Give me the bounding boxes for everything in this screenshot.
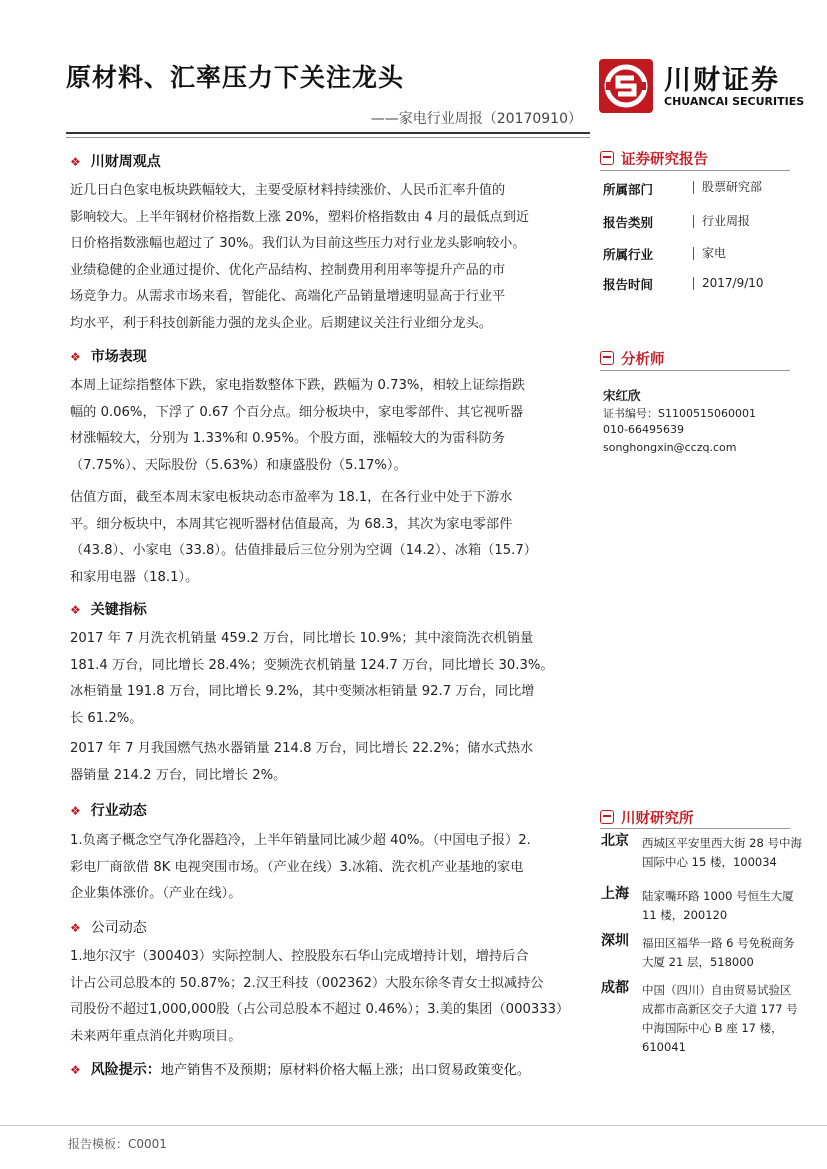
risk-heading: 风险提示： [90, 1062, 161, 1078]
header-divider [66, 132, 590, 134]
text-line: 181.4 万台，同比增长 28.4%；变频洗衣机销量 124.7 万台，同比增长 30.3%。 [70, 657, 554, 673]
text-line: （43.8）、小家电（33.8）。估值排最后三位分别为空调（14.2）、冰箱（15.7） [70, 543, 537, 558]
text-line: 日价格指数涨幅也超过了 30%。我们认为目前这些压力对行业龙头影响较小。 [70, 236, 526, 251]
text-line: 和家用电器（18.1）。 [70, 569, 199, 585]
company-logo-english: CHUANCAI SECURITIES [664, 95, 805, 108]
text-line: 场竞争力。从需求市场来看，智能化、高端化产品销量增速明显高于行业平 [70, 289, 506, 304]
diamond-bullet-icon: ❖ [70, 921, 81, 935]
institute-heading-label: 川财研究所 [621, 811, 694, 827]
indicators-paragraph-1 [70, 626, 590, 732]
text-line: 司股份不超过1,000,000股（占公司总股本不超过 0.46%）；3.美的集团（000333） [70, 1002, 570, 1017]
meta-key: 所属行业 [603, 247, 654, 262]
text-line: 2017 年 7 月洗衣机销量 459.2 万台，同比增长 10.9%；其中滚筒洗衣机销量 [70, 631, 534, 646]
footer-divider [0, 1125, 827, 1126]
risk-warning [70, 1059, 530, 1079]
header-divider-thin [66, 137, 590, 138]
institute-icon [600, 810, 614, 824]
text-line: 1.地尔汉宇（300403）实际控制人、控股股东石华山完成增持计划，增持后合 [70, 949, 529, 964]
sidebar-divider [600, 370, 790, 371]
meta-value: 股票研究部 [693, 181, 762, 194]
institute-heading [600, 807, 694, 828]
text-line: 估值方面，截至本周末家电板块动态市盈率为 18.1，在各行业中处于下游水 [70, 490, 513, 505]
text-line: 长 61.2%。 [70, 710, 143, 726]
industry-paragraph [70, 828, 590, 908]
text-line: 影响较大。上半年钢材价格指数上涨 20%，塑料价格指数由 4 月的最低点到近 [70, 209, 530, 225]
text-line: 近几日白色家电板块跌幅较大，主要受原材料持续涨价、人民币汇率升值的 [70, 183, 506, 198]
template-code: 报告模板：C0001 [68, 1137, 167, 1151]
analyst-heading [600, 348, 665, 369]
analyst-phone: 010-66495639 [603, 423, 684, 436]
diamond-bullet-icon: ❖ [70, 1063, 81, 1077]
office-address: 中国（四川）自由贸易试验区成都市高新区交子大道 177 号中海国际中心 B 座 17 楼，610041 [642, 983, 798, 1054]
meta-key: 报告时间 [603, 277, 654, 292]
report-title: 原材料、汇率压力下关注龙头 [66, 63, 405, 92]
indicators-paragraph-2 [70, 736, 590, 789]
analyst-email[interactable]: songhongxin@cczq.com [603, 441, 737, 454]
section-heading-view [70, 151, 161, 171]
text-line: 彩电厂商欲借 8K 电视突围市场。（产业在线）3.冰箱、洗衣机产业基地的家电 [70, 859, 524, 875]
analyst-name: 宋红欣 [603, 388, 641, 403]
text-line: 本周上证综指整体下跌，家电指数整体下跌，跌幅为 0.73%，相较上证综指跌 [70, 378, 525, 393]
text-line: 2017 年 7 月我国燃气热水器销量 214.8 万台，同比增长 22.2%；储水式热水 [70, 741, 534, 756]
company-logo-text: 川财证券 [664, 65, 780, 96]
section-heading-label: 行业动态 [90, 803, 147, 819]
meta-value: 2017/9/10 [693, 277, 764, 290]
report-subtitle: ——家电行业周报（20170910） [370, 111, 582, 127]
text-line: 企业集体涨价。（产业在线）。 [70, 886, 242, 901]
office-city: 北京 [601, 833, 629, 849]
diamond-bullet-icon: ❖ [70, 350, 81, 364]
section-heading-market [70, 346, 147, 366]
company-logo-icon [598, 58, 654, 114]
market-paragraph-2 [70, 485, 590, 591]
meta-value: 家电 [693, 247, 726, 260]
analyst-cert: 证书编号：S1100515060001 [603, 407, 756, 420]
section-heading-company [70, 917, 147, 937]
text-line: 计占公司总股本的 50.87%；2.汉王科技（002362）大股东徐冬青女士拟减持公 [70, 975, 544, 991]
diamond-bullet-icon: ❖ [70, 155, 81, 169]
text-line: 冰柜销量 191.8 万台，同比增长 9.2%，其中变频冰柜销量 92.7 万台，同比增 [70, 684, 535, 699]
section-heading-label: 公司动态 [90, 920, 147, 936]
meta-key: 报告类别 [603, 215, 654, 230]
sidebar-divider [600, 828, 790, 829]
market-paragraph-1 [70, 373, 590, 479]
office-city: 深圳 [601, 933, 629, 949]
text-line: 未来两年重点消化并购项目。 [70, 1028, 242, 1044]
text-line: （7.75%）、天际股份（5.63%）和康盛股份（5.17%）。 [70, 457, 407, 473]
text-line: 均水平，利于科技创新能力强的龙头企业。后期建议关注行业细分龙头。 [70, 315, 492, 331]
text-line: 材涨幅较大，分别为 1.33%和 0.95%。个股方面，涨幅较大的为雷科防务 [70, 431, 506, 446]
report-icon [600, 151, 614, 165]
section-heading-label: 川财周观点 [90, 154, 161, 170]
risk-text: 地产销售不及预期；原材料价格大幅上涨；出口贸易政策变化。 [160, 1063, 531, 1078]
section-heading-indicators [70, 599, 147, 619]
report-info-label: 证券研究报告 [621, 152, 708, 168]
section-heading-label: 市场表现 [90, 349, 147, 365]
meta-key: 所属部门 [603, 182, 654, 197]
text-line: 业绩稳健的企业通过提价、优化产品结构、控制费用利用率等提升产品的市 [70, 262, 506, 278]
section-heading-label: 关键指标 [90, 602, 147, 618]
office-address: 福田区福华一路 6 号免税商务大厦 21 层，518000 [642, 936, 795, 969]
analyst-heading-label: 分析师 [621, 352, 665, 368]
text-line: 1.负离子概念空气净化器趋冷，上半年销量同比减少超 40%。（中国电子报）2. [70, 833, 531, 848]
diamond-bullet-icon: ❖ [70, 804, 81, 818]
office-address: 西城区平安里西大街 28 号中海国际中心 15 楼，100034 [642, 836, 802, 869]
office-city: 上海 [601, 886, 629, 902]
company-paragraph [70, 944, 590, 1050]
section-heading-industry [70, 800, 147, 820]
office-city: 成都 [601, 980, 629, 996]
report-info-heading [600, 148, 708, 169]
text-line: 平。细分板块中，本周其它视听器材估值最高，为 68.3，其次为家电零部件 [70, 516, 513, 532]
view-paragraph [70, 178, 590, 337]
diamond-bullet-icon: ❖ [70, 603, 81, 617]
text-line: 幅的 0.06%，下浮了 0.67 个百分点。细分板块中，家电零部件、其它视听器 [70, 404, 524, 420]
analyst-icon [600, 351, 614, 365]
text-line: 器销量 214.2 万台，同比增长 2%。 [70, 767, 287, 783]
office-address: 陆家嘴环路 1000 号恒生大厦 11 楼，200120 [642, 889, 794, 922]
meta-value: 行业周报 [693, 215, 750, 228]
sidebar-divider [600, 170, 790, 171]
